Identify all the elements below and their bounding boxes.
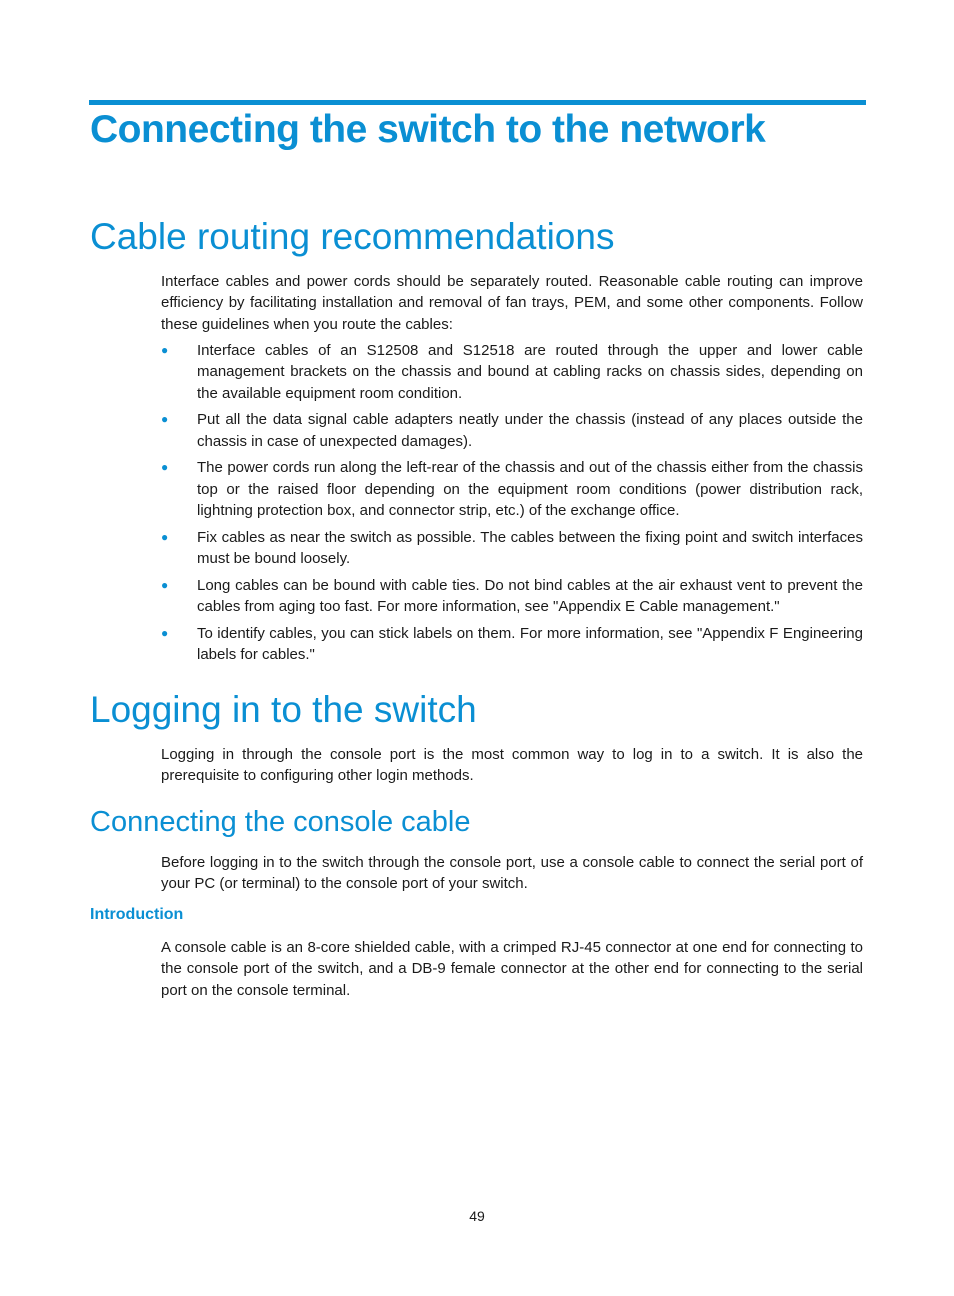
- section-heading-logging-in: Logging in to the switch: [90, 689, 477, 730]
- list-item: [161, 575, 863, 618]
- logging-in-intro: Logging in through the console port is the most common way to log in to a switch. It is also the prerequisite to configuring other login methods.: [161, 746, 863, 785]
- list-item: [161, 457, 863, 521]
- list-item-text: Interface cables of an S12508 and S12518 are routed through the upper and lower cable management brackets on the chassis and bound at cabling racks on chassis sides, depending on the available equipment room condition.: [197, 342, 863, 402]
- list-item: [161, 340, 863, 404]
- bullet-icon: ●: [161, 460, 169, 475]
- bullet-icon: ●: [161, 529, 169, 544]
- console-cable-intro: Before logging in to the switch through the console port, use a console cable to connect the serial port of your PC (or terminal) to the console port of your switch.: [161, 854, 863, 893]
- introduction-heading: Introduction: [90, 906, 184, 923]
- introduction-text: A console cable is an 8-core shielded cable, with a crimped RJ-45 connector at one end for connecting to the console port of the switch, and a DB-9 female connector at the other end for connecting to the serial port on the console terminal.: [161, 939, 863, 999]
- bullet-icon: ●: [161, 343, 169, 357]
- list-item-text: The power cords run along the left-rear of the chassis and out of the chassis either from the chassis top or the raised floor depending on the equipment room conditions (power distribution rack, lightning protection box, and connector strip, etc.) of the exchange office.: [197, 459, 863, 520]
- list-item: [161, 623, 863, 666]
- chapter-top-rule: [89, 100, 866, 105]
- bullet-icon: ●: [161, 412, 169, 427]
- list-item-text: Fix cables as near the switch as possible. The cables between the fixing point and switch interfaces must be bound loosely.: [197, 528, 863, 568]
- list-item-text: Put all the data signal cable adapters neatly under the chassis (instead of any places outside the chassis in case of unexpected damages).: [197, 411, 863, 450]
- list-item-text: To identify cables, you can stick labels on them. For more information, see "Appendix F Engineering labels for cables.": [197, 625, 863, 664]
- cable-routing-intro: Interface cables and power cords should be separately routed. Reasonable cable routing can improve efficiency by facilitating installation and removal of fan trays, PEM, and some other components. Follow these guidelines when you route the cables:: [161, 273, 863, 333]
- section-heading-cable-routing: Cable routing recommendations: [90, 216, 615, 257]
- subsection-heading-console-cable: Connecting the console cable: [90, 806, 471, 838]
- list-item: [161, 409, 863, 452]
- list-item-text: Long cables can be bound with cable ties. Do not bind cables at the air exhaust vent to prevent the cables from aging too fast. For more information, see "Appendix E Cable management.": [197, 576, 863, 616]
- list-item: [161, 527, 863, 570]
- bullet-icon: ●: [161, 626, 169, 641]
- chapter-title: Connecting the switch to the network: [90, 108, 766, 151]
- page-number: 49: [469, 1208, 485, 1224]
- cable-routing-guidelines-list: [161, 340, 863, 671]
- bullet-icon: ●: [161, 577, 169, 592]
